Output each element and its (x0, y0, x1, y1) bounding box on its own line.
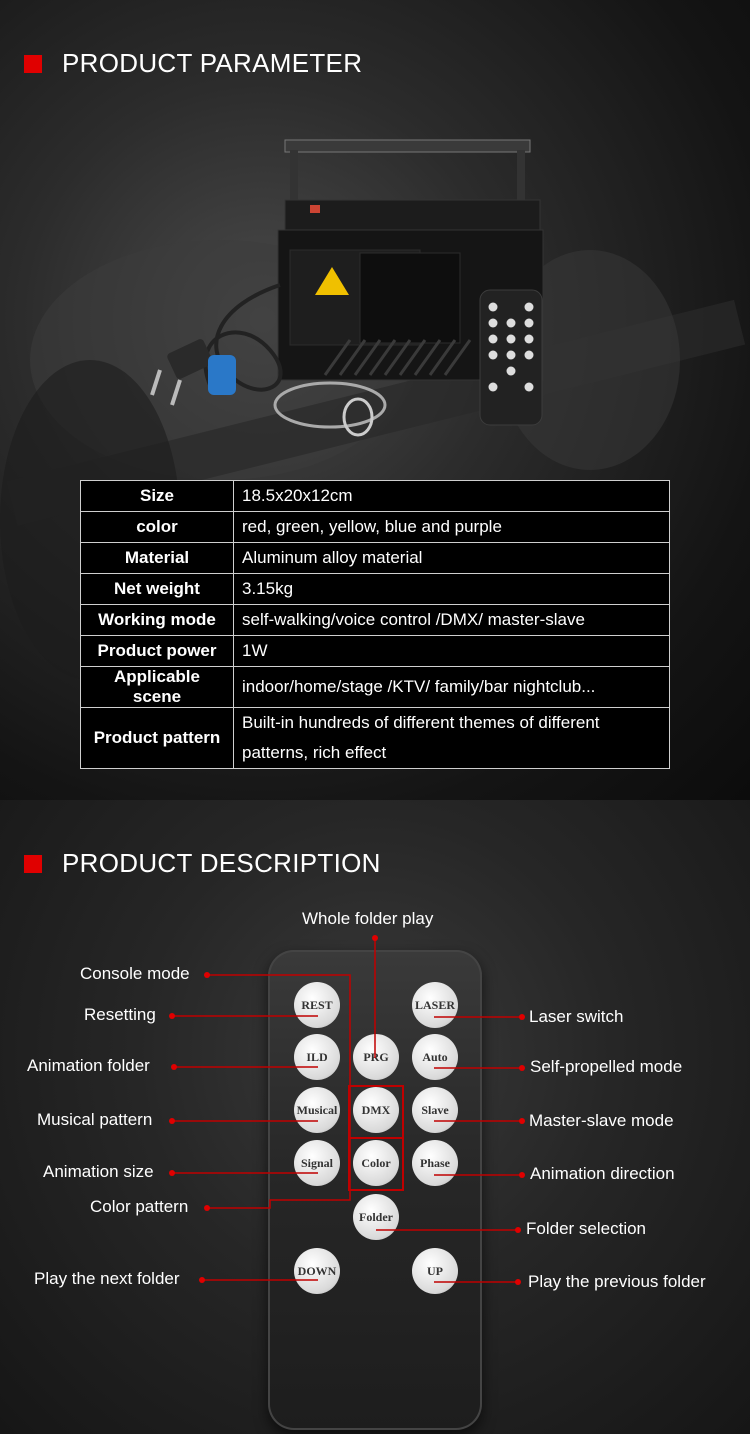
param-value: indoor/home/stage /KTV/ family/bar nightclub... (234, 667, 670, 708)
table-row (81, 667, 670, 708)
callout-dot (519, 1065, 525, 1071)
callout-dot (519, 1118, 525, 1124)
label-play-next-folder: Play the next folder (34, 1269, 180, 1288)
param-key: color (81, 512, 234, 543)
callout-dot (519, 1172, 525, 1178)
product-description-section (0, 800, 750, 1434)
section-title: PRODUCT PARAMETER (62, 48, 363, 78)
callout-dot (515, 1279, 521, 1285)
callout-dot (199, 1277, 205, 1283)
callout-dot (515, 1227, 521, 1233)
param-key: Material (81, 543, 234, 574)
table-row (81, 636, 670, 667)
label-folder-selection: Folder selection (526, 1219, 647, 1238)
label-resetting: Resetting (84, 1005, 156, 1024)
label-console-mode: Console mode (80, 964, 190, 983)
laser-device-image (150, 135, 570, 465)
table-row (81, 574, 670, 605)
param-value: 1W (234, 636, 670, 667)
color-button: Color (353, 1140, 399, 1186)
callout-dot (204, 1205, 210, 1211)
table-row (81, 605, 670, 636)
up-button: UP (412, 1248, 458, 1294)
param-key: Product pattern (81, 708, 234, 769)
slave-button: Slave (412, 1087, 458, 1133)
callout-dot (204, 972, 210, 978)
param-value: Built-in hundreds of different themes of different patterns, rich effect (234, 708, 670, 769)
prg-button: PRG (353, 1034, 399, 1080)
callout-dot (171, 1064, 177, 1070)
table-row (81, 512, 670, 543)
label-laser-switch: Laser switch (529, 1007, 624, 1026)
param-key: Size (81, 481, 234, 512)
label-whole-folder-play: Whole folder play (302, 909, 434, 928)
table-row (81, 481, 670, 512)
param-key: Applicable scene (81, 667, 234, 708)
table-row (81, 543, 670, 574)
label-self-propelled-mode: Self-propelled mode (530, 1057, 683, 1076)
param-key: Net weight (81, 574, 234, 605)
param-value: red, green, yellow, blue and purple (234, 512, 670, 543)
label-master-slave-mode: Master-slave mode (529, 1111, 674, 1130)
laser-button: LASER (412, 982, 458, 1028)
callout-dot (169, 1118, 175, 1124)
label-animation-size: Animation size (43, 1162, 154, 1181)
callout-dot (372, 935, 378, 941)
musical-button: Musical (294, 1087, 340, 1133)
param-value: 3.15kg (234, 574, 670, 605)
param-key: Working mode (81, 605, 234, 636)
label-play-previous-folder: Play the previous folder (528, 1272, 706, 1291)
label-animation-direction: Animation direction (530, 1164, 675, 1183)
ild-button: ILD (294, 1034, 340, 1080)
folder-button: Folder (353, 1194, 399, 1240)
phase-button: Phase (412, 1140, 458, 1186)
param-value: 18.5x20x12cm (234, 481, 670, 512)
dmx-button: DMX (353, 1087, 399, 1133)
callout-dot (519, 1014, 525, 1020)
rest-button: REST (294, 982, 340, 1028)
table-row (81, 708, 670, 769)
signal-button: Signal (294, 1140, 340, 1186)
label-color-pattern: Color pattern (90, 1197, 189, 1216)
callout-dot (169, 1170, 175, 1176)
red-square-icon (24, 55, 42, 73)
param-value: Aluminum alloy material (234, 543, 670, 574)
section-header (24, 48, 362, 79)
callout-dot (169, 1013, 175, 1019)
param-key: Product power (81, 636, 234, 667)
section-title: PRODUCT DESCRIPTION (62, 848, 381, 878)
label-musical-pattern: Musical pattern (37, 1110, 153, 1129)
auto-button: Auto (412, 1034, 458, 1080)
param-value: self-walking/voice control /DMX/ master-slave (234, 605, 670, 636)
parameter-table (80, 480, 670, 769)
label-animation-folder: Animation folder (27, 1056, 150, 1075)
down-button: DOWN (294, 1248, 340, 1294)
